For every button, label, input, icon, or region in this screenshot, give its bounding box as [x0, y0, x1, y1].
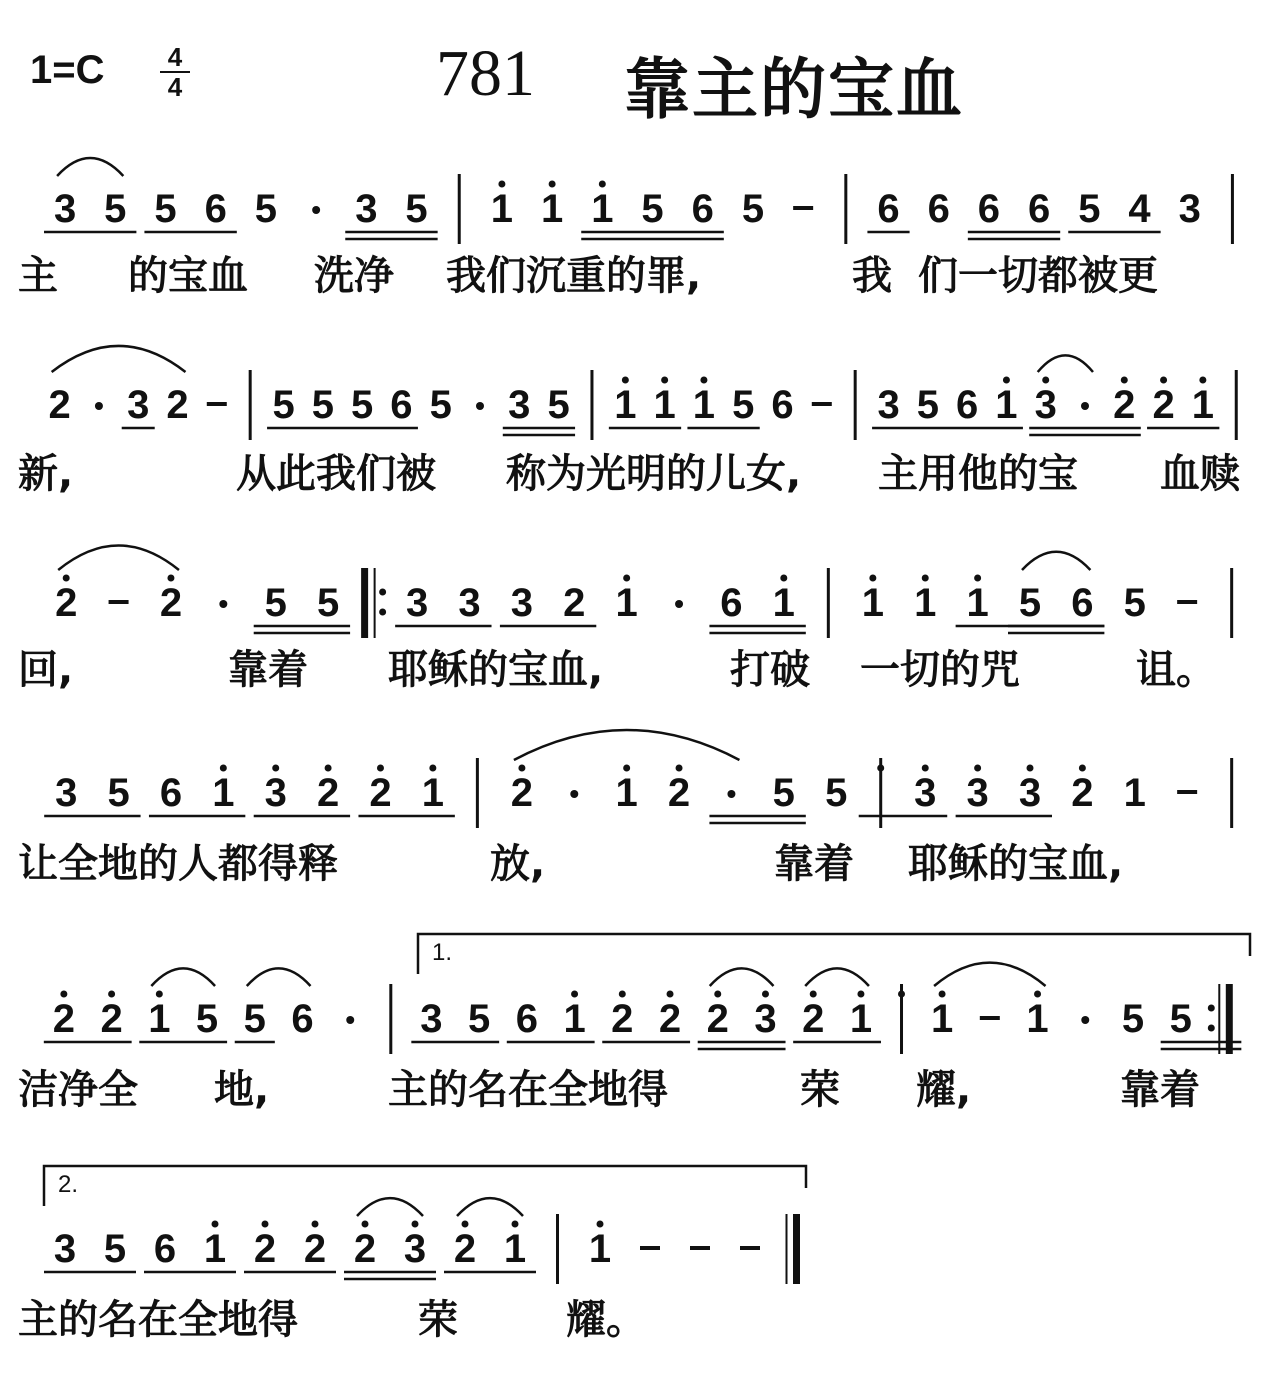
note-2: 2	[303, 1227, 327, 1271]
note-2: 2	[1071, 771, 1094, 815]
note-6: 6	[877, 187, 900, 231]
note-1: 1	[614, 383, 637, 427]
note-2: 2	[611, 997, 634, 1041]
note-3: 3	[1018, 771, 1042, 815]
note-5: 5	[1123, 581, 1146, 625]
note-2: 2	[563, 581, 586, 625]
note-1: 1	[421, 771, 444, 815]
note-1: 1	[930, 997, 954, 1041]
note-3: 3	[264, 771, 287, 815]
lyric-line-5-segment: 主的名在全地得	[388, 1067, 668, 1113]
note-2: 2	[52, 997, 75, 1041]
note-2: 2	[166, 383, 189, 427]
note-5: 5	[467, 997, 491, 1041]
lyric-line-5-segment: 荣	[800, 1067, 840, 1113]
note-2: 2	[706, 997, 729, 1041]
note-5: 5	[772, 771, 795, 815]
lyric-line-5-segment: 靠着	[1120, 1067, 1200, 1113]
note-5: 5	[254, 187, 278, 231]
note-6: 6	[204, 187, 227, 231]
note-5: 5	[104, 187, 127, 231]
note-1: 1	[1123, 771, 1146, 815]
note-5: 5	[825, 771, 848, 815]
note-2: 2	[369, 771, 392, 815]
lyric-line-2-segment: 主用他的宝	[878, 451, 1078, 497]
note-3: 3	[403, 1227, 427, 1271]
note-1: 1	[563, 997, 586, 1041]
note-3: 3	[508, 383, 531, 427]
note-2: 2	[667, 771, 691, 815]
lyric-line-1-segment: 我们沉重的罪,	[446, 253, 702, 299]
note-1: 1	[1026, 997, 1049, 1041]
note-2: 2	[1113, 383, 1136, 427]
note-6: 6	[153, 1227, 177, 1271]
lyric-line-5-segment: 地,	[214, 1067, 270, 1113]
note-3: 3	[458, 581, 481, 625]
key-signature: 1=C	[30, 48, 105, 92]
note-2: 2	[316, 771, 340, 815]
note-5: 5	[154, 187, 177, 231]
note-1: 1	[615, 581, 638, 625]
note-3: 3	[420, 997, 443, 1041]
note-6: 6	[956, 383, 979, 427]
lyric-line-3-segment: 回,	[18, 647, 74, 693]
note-6: 6	[291, 997, 314, 1041]
note-2: 2	[1152, 383, 1175, 427]
note-6: 6	[720, 581, 743, 625]
note-3: 3	[1178, 187, 1201, 231]
note-6: 6	[691, 187, 714, 231]
note-2: 2	[453, 1227, 477, 1271]
note-5: 5	[1078, 187, 1101, 231]
note-2: 2	[159, 581, 183, 625]
note-5: 5	[107, 771, 130, 815]
note-6: 6	[977, 187, 1001, 231]
lyric-line-3-segment: 诅。	[1136, 647, 1216, 693]
note-5: 5	[1018, 581, 1042, 625]
note-1: 1	[995, 383, 1018, 427]
note-2: 2	[48, 383, 71, 427]
note-2: 2	[100, 997, 123, 1041]
note-6: 6	[1028, 187, 1051, 231]
note-3: 3	[966, 771, 989, 815]
hymn-number: 781	[436, 37, 535, 110]
note-1: 1	[914, 581, 937, 625]
note-3: 3	[355, 187, 378, 231]
note-3: 3	[55, 771, 78, 815]
note-5: 5	[311, 383, 334, 427]
lyric-line-4-segment: 耶稣的宝血,	[908, 841, 1124, 887]
note-3: 3	[53, 187, 77, 231]
note-3: 3	[127, 383, 150, 427]
note-5: 5	[264, 581, 287, 625]
note-2: 2	[510, 771, 534, 815]
note-2: 2	[353, 1227, 377, 1271]
note-2: 2	[802, 997, 825, 1041]
note-1: 1	[966, 581, 989, 625]
hymn-title: 靠主的宝血	[624, 51, 964, 128]
note-5: 5	[405, 187, 428, 231]
note-5: 5	[641, 187, 664, 231]
note-2: 2	[55, 581, 78, 625]
note-5: 5	[103, 1227, 127, 1271]
note-1: 1	[203, 1227, 227, 1271]
lyric-line-6-segment: 耀。	[566, 1297, 646, 1343]
note-5: 5	[1169, 997, 1192, 1041]
note-1: 1	[503, 1227, 527, 1271]
lyric-line-3-segment: 一切的咒	[860, 647, 1020, 693]
note-5: 5	[243, 997, 266, 1041]
note-4: 4	[1128, 187, 1151, 231]
note-6: 6	[927, 187, 950, 231]
time-signature-top: 4	[167, 42, 183, 72]
note-5: 5	[351, 383, 374, 427]
note-1: 1	[490, 187, 514, 231]
note-1: 1	[653, 383, 676, 427]
lyric-line-2-segment: 称为光明的儿女,	[506, 451, 802, 497]
lyric-line-5-segment: 洁净全	[18, 1067, 138, 1113]
note-5: 5	[195, 997, 219, 1041]
note-1: 1	[1191, 383, 1214, 427]
lyric-line-4-segment: 放,	[490, 841, 546, 887]
note-3: 3	[754, 997, 777, 1041]
lyric-line-2-segment: 从此我们被	[236, 451, 436, 497]
note-5: 5	[429, 383, 452, 427]
lyric-line-3-segment: 耶稣的宝血,	[388, 647, 604, 693]
note-5: 5	[732, 383, 755, 427]
lyric-line-5-segment: 耀,	[916, 1067, 972, 1113]
note-1: 1	[772, 581, 795, 625]
time-signature-bottom: 4	[167, 72, 183, 102]
note-1: 1	[692, 383, 716, 427]
note-2: 2	[658, 997, 682, 1041]
note-1: 1	[540, 187, 564, 231]
note-5: 5	[316, 581, 340, 625]
lyric-line-2-segment: 新,	[18, 451, 74, 497]
note-1: 1	[148, 997, 171, 1041]
note-1: 1	[861, 581, 884, 625]
lyric-line-1-segment: 我	[852, 253, 892, 299]
note-3: 3	[914, 771, 937, 815]
note-3: 3	[877, 383, 900, 427]
note-3: 3	[510, 581, 534, 625]
note-3: 3	[1034, 383, 1057, 427]
note-6: 6	[159, 771, 183, 815]
note-5: 5	[1121, 997, 1145, 1041]
lyric-line-1-segment: 的宝血	[128, 253, 248, 299]
note-6: 6	[390, 383, 413, 427]
note-5: 5	[272, 383, 295, 427]
note-1: 1	[849, 997, 873, 1041]
lyric-line-1-segment: 们一切都被更	[918, 253, 1158, 299]
lyric-line-2-segment: 血赎	[1160, 451, 1240, 497]
note-5: 5	[547, 383, 570, 427]
lyric-line-6-segment: 主的名在全地得	[18, 1297, 298, 1343]
lyric-line-4-segment: 让全地的人都得释	[18, 841, 338, 887]
lyric-line-3-segment: 打破	[730, 647, 810, 693]
volta-label: 1.	[432, 939, 453, 966]
note-1: 1	[588, 1227, 612, 1271]
note-3: 3	[406, 581, 429, 625]
lyric-line-4-segment: 靠着	[774, 841, 854, 887]
lyric-line-3-segment: 靠着	[228, 647, 308, 693]
note-2: 2	[253, 1227, 277, 1271]
note-1: 1	[212, 771, 235, 815]
note-5: 5	[916, 383, 939, 427]
note-3: 3	[53, 1227, 77, 1271]
note-6: 6	[1071, 581, 1094, 625]
note-6: 6	[771, 383, 794, 427]
note-5: 5	[741, 187, 765, 231]
lyric-line-1-segment: 主	[18, 253, 58, 299]
volta-label: 2.	[58, 1171, 79, 1198]
note-1: 1	[591, 187, 614, 231]
lyric-line-6-segment: 荣	[418, 1297, 458, 1343]
note-6: 6	[515, 997, 538, 1041]
lyric-line-1-segment: 洗净	[314, 253, 394, 299]
note-1: 1	[615, 771, 638, 815]
